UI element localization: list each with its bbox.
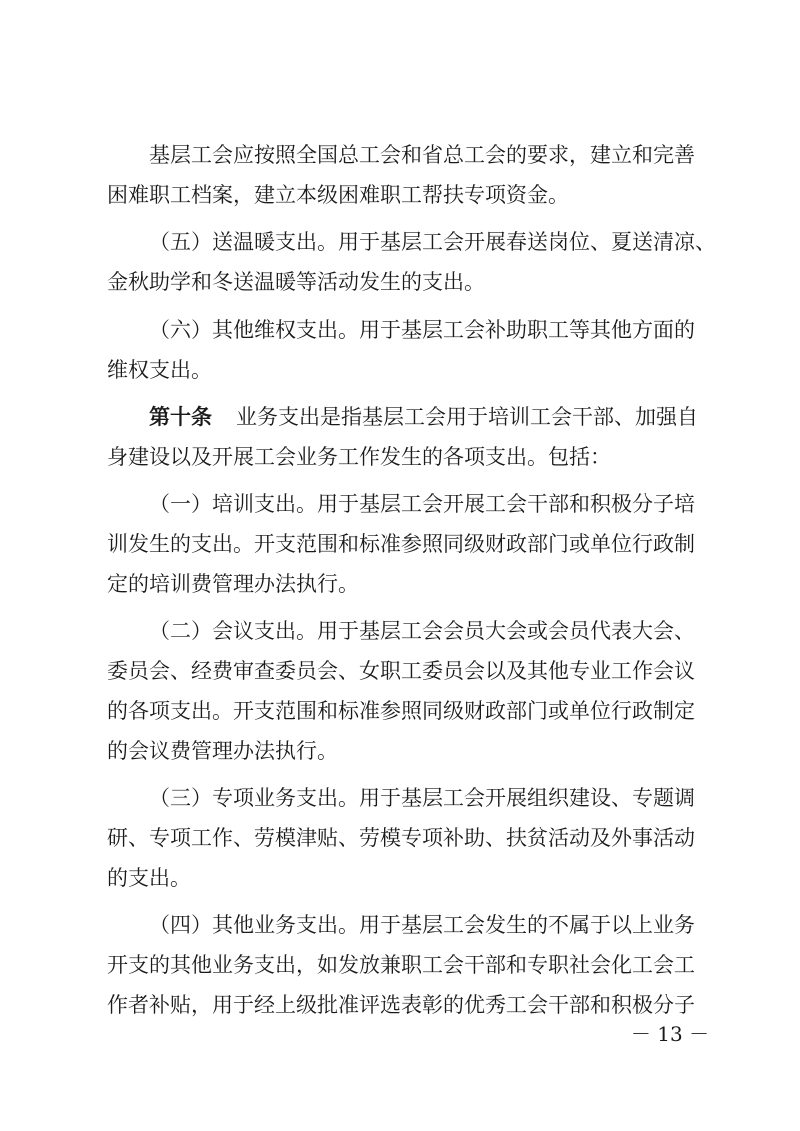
text-line: 基层工会应按照全国总工会和省总工会的要求，建立和完善 bbox=[149, 143, 695, 167]
text-line: （一）培训支出。用于基层工会开展工会干部和积极分子培 bbox=[149, 492, 695, 516]
text-line: 的会议费管理办法执行。 bbox=[107, 739, 338, 763]
text-line: 定的培训费管理办法执行。 bbox=[107, 572, 359, 596]
page-number: － 13 － bbox=[630, 1022, 710, 1046]
text-line: 研、专项工作、劳模津贴、劳模专项补助、扶贫活动及外事活动 bbox=[107, 826, 695, 850]
article-text: 业务支出是指基层工会用于培训工会干部、加强自 bbox=[236, 405, 698, 429]
text-line: （六）其他维权支出。用于基层工会补助职工等其他方面的 bbox=[149, 318, 695, 342]
text-line: 困难职工档案，建立本级困难职工帮扶专项资金。 bbox=[107, 183, 569, 207]
text-line: （三）专项业务支出。用于基层工会开展组织建设、专题调 bbox=[149, 786, 695, 810]
text-line: （五）送温暖支出。用于基层工会开展春送岗位、夏送清凉、 bbox=[149, 230, 716, 254]
text-line: 金秋助学和冬送温暖等活动发生的支出。 bbox=[107, 270, 485, 294]
text-line: 训发生的支出。开支范围和标准参照同级财政部门或单位行政制 bbox=[107, 532, 695, 556]
text-line: 维权支出。 bbox=[107, 358, 212, 382]
text-line: 身建设以及开展工会业务工作发生的各项支出。包括： bbox=[107, 445, 611, 469]
article-heading: 第十条 bbox=[149, 405, 212, 429]
article-line bbox=[149, 400, 698, 434]
text-line: 开支的其他业务支出，如发放兼职工会干部和专职社会化工会工 bbox=[107, 953, 695, 977]
text-line: （二）会议支出。用于基层工会会员大会或会员代表大会、 bbox=[149, 619, 695, 643]
text-line: （四）其他业务支出。用于基层工会发生的不属于以上业务 bbox=[149, 913, 695, 937]
text-line: 的支出。 bbox=[107, 866, 191, 890]
text-line: 的各项支出。开支范围和标准参照同级财政部门或单位行政制定 bbox=[107, 699, 695, 723]
text-line: 作者补贴，用于经上级批准评选表彰的优秀工会干部和积极分子 bbox=[107, 993, 695, 1017]
text-line: 委员会、经费审查委员会、女职工委员会以及其他专业工作会议 bbox=[107, 659, 695, 683]
